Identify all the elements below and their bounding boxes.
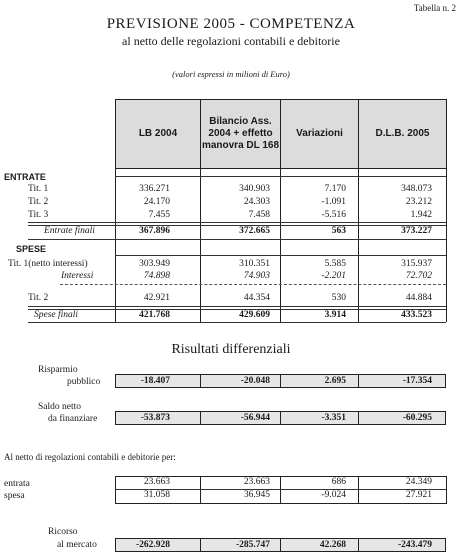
header-bilancio-ass: Bilancio Ass. 2004 + effetto manovra DL 168 <box>200 99 281 169</box>
cell: 421.768 <box>139 310 170 320</box>
divider <box>358 411 359 425</box>
cell: 310.351 <box>239 259 270 269</box>
cell: -56.944 <box>240 413 270 423</box>
cell: 24.349 <box>405 477 432 487</box>
row-label-e-tit1: Tit. 1 <box>28 184 49 194</box>
cell: 44.884 <box>405 293 432 303</box>
cell: 23.212 <box>405 197 432 207</box>
cell: 373.227 <box>401 226 432 236</box>
cell: 303.949 <box>139 259 170 269</box>
header-variazioni: Variazioni <box>280 99 359 169</box>
cell: -1.091 <box>321 197 346 207</box>
entrate-top-rule <box>115 176 446 177</box>
cell: -3.351 <box>321 413 346 423</box>
page-subtitle: al netto delle regolazioni contabili e debitorie <box>122 34 340 48</box>
divider <box>200 411 201 425</box>
cell: 367.896 <box>139 226 170 236</box>
row-label-saldo-1: Saldo netto <box>38 402 82 412</box>
cell: 3.914 <box>324 310 346 320</box>
cell: -18.407 <box>140 376 170 386</box>
cell: 340.903 <box>239 184 270 194</box>
spese-finali-rule <box>28 306 446 310</box>
cell: -262.928 <box>135 540 170 550</box>
cell: 1.942 <box>410 210 432 220</box>
row-label-ricorso-1: Ricorso <box>48 527 78 537</box>
divider <box>358 374 359 388</box>
cell: 348.073 <box>401 184 432 194</box>
divider <box>358 538 359 552</box>
section-spese: SPESE <box>16 244 47 254</box>
cell: -53.873 <box>140 413 170 423</box>
results-title: Risultati differenziali <box>171 342 291 357</box>
interessi-dashed-rule <box>60 284 446 285</box>
cell: 24.303 <box>243 197 270 207</box>
cell: 336.271 <box>139 184 170 194</box>
cell: 74.903 <box>243 271 270 281</box>
cell: 27.921 <box>405 490 432 500</box>
cell: -20.048 <box>240 376 270 386</box>
row-label-risparmio-1: Risparmio <box>38 365 78 375</box>
row-label-entrate-finali: Entrate finali <box>44 226 95 236</box>
cell: 31.058 <box>143 490 170 500</box>
row-label-saldo-2: da finanziare <box>48 414 98 424</box>
row-label-spese-finali: Spese finali <box>34 310 79 320</box>
cell: 36.945 <box>243 490 270 500</box>
cell: 2.695 <box>324 376 346 386</box>
cell: 5.585 <box>324 259 346 269</box>
spese-top-rule <box>115 255 446 256</box>
cell: 686 <box>331 477 346 487</box>
row-label-risparmio-2: pubblico <box>67 377 101 387</box>
cell: 42.268 <box>319 540 346 550</box>
divider <box>280 374 281 388</box>
row-label-s-tit1: Tit. 1(netto interessi) <box>8 259 88 269</box>
row-label-spesa: spesa <box>4 491 25 501</box>
cell: 7.170 <box>324 184 346 194</box>
cell: 433.523 <box>401 310 432 320</box>
header-dlb2005: D.L.B. 2005 <box>358 99 447 169</box>
divider <box>200 374 201 388</box>
cell: 563 <box>331 226 346 236</box>
cell: 24.170 <box>143 197 170 207</box>
row-label-e-tit3: Tit. 3 <box>28 210 49 220</box>
cell: 74.898 <box>143 271 170 281</box>
table-number: Tabella n. 2 <box>413 3 456 13</box>
cell: 372.665 <box>239 226 270 236</box>
cell: 44.354 <box>243 293 270 303</box>
cell: 7.458 <box>248 210 270 220</box>
cell: -2.201 <box>321 271 346 281</box>
divider <box>280 411 281 425</box>
cell: 429.609 <box>239 310 270 320</box>
cell: 7.455 <box>148 210 170 220</box>
cell: 315.937 <box>401 259 432 269</box>
cell: 23.663 <box>143 477 170 487</box>
row-label-e-tit2: Tit. 2 <box>28 197 49 207</box>
cell: 42.921 <box>143 293 170 303</box>
spese-bottom-rule <box>28 322 446 323</box>
cell: -17.354 <box>402 376 432 386</box>
row-label-interessi: Interessi <box>61 271 94 281</box>
regolazioni-note: Al netto di regolazioni contabili e debitorie per: <box>4 452 176 462</box>
cell: -285.747 <box>235 540 270 550</box>
cell: 530 <box>331 293 346 303</box>
cell: -9.024 <box>321 490 346 500</box>
cell: -5.516 <box>321 210 346 220</box>
divider <box>280 538 281 552</box>
row-label-entrata: entrata <box>4 479 30 489</box>
section-entrate: ENTRATE <box>4 172 46 182</box>
cell: 23.663 <box>243 477 270 487</box>
entrate-bottom-rule <box>28 239 446 240</box>
row-label-s-tit2: Tit. 2 <box>28 293 49 303</box>
page-title: PREVISIONE 2005 - COMPETENZA <box>106 16 356 32</box>
cell: -60.295 <box>402 413 432 423</box>
cell: -243.479 <box>397 540 432 550</box>
row-label-ricorso-2: al mercato <box>57 540 97 550</box>
units-note: (valori espressi in milioni di Euro) <box>172 69 290 79</box>
divider <box>200 538 201 552</box>
header-lb2004: LB 2004 <box>115 99 201 169</box>
cell: 72.702 <box>405 271 432 281</box>
